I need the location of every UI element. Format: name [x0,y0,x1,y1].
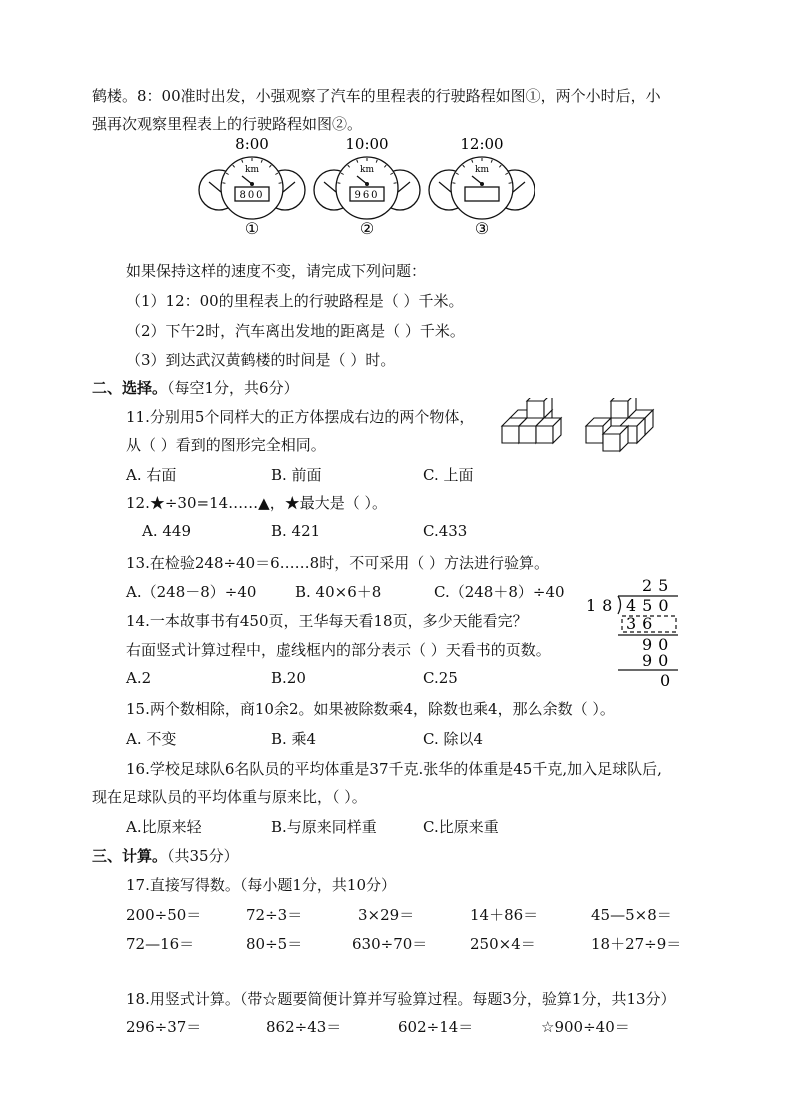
gauge-time: 12:00 [460,135,504,153]
q14-option-b: B.20 [271,669,306,687]
odometer-figure [195,133,535,239]
q18-item-3: 602÷14＝ [398,1018,474,1036]
q13-option-b: B. 40×6＋8 [295,583,382,601]
odometer-gauge-2 [314,135,420,238]
dial-hub [480,182,484,186]
q12-option-a: A. 449 [142,522,191,540]
q11-option-b: B. 前面 [271,466,322,484]
intro-line-1: 鹤楼。8：00准时出发，小强观察了汽车的里程表的行驶路程如图①，两个小时后，小 [92,87,661,105]
gauge-label: ③ [474,219,490,238]
q11-line-1: 11.分别用5个同样大的正方体摆成右边的两个物体， [126,408,475,426]
odometer-reading: 800 [239,190,265,201]
q13-option-c: C.（248＋8）÷40 [434,583,565,601]
q13-option-a: A.（248－8）÷40 [126,583,257,601]
section-2-note: （每空1分，共6分） [167,379,299,397]
q17-title: 17.直接写得数。（每小题1分，共10分） [126,876,396,894]
q15-option-c: C. 除以4 [423,730,484,748]
q15-stem: 15.两个数相除，商10余2。如果被除数乘4，除数也乘4，那么余数（ ）。 [126,700,615,718]
odometer-window [465,187,499,201]
q14-line-1: 14.一本故事书有450页，王华每天看18页，多少天能看完？ [126,612,528,630]
q17-r1-c5: 45—5×8＝ [591,906,672,924]
q10-lead: 如果保持这样的速度不变，请完成下列问题： [126,262,427,280]
dial-hub [250,182,254,186]
q10-sub-1: （1）12：00的里程表上的行驶路程是（ ）千米。 [126,292,464,310]
odometer-gauge-3 [429,135,535,238]
q13-stem: 13.在检验248÷40＝6……8时，不可采用（ ）方法进行验算。 [126,554,549,572]
q10-sub-2: （2）下午2时，汽车离出发地的距离是（ ）千米。 [126,322,465,340]
dial-tick [279,183,282,184]
division-bracket [618,596,621,614]
cube-objects-figure [498,398,658,462]
q18-item-1: 296÷37＝ [126,1018,202,1036]
dial-unit: km [245,165,259,175]
q11-option-c: C. 上面 [423,466,474,484]
q17-r1-c2: 72÷3＝ [246,906,303,924]
dial-unit: km [360,165,374,175]
dial-hub [365,182,369,186]
gauge-time: 10:00 [345,135,389,153]
odometer-gauge-1 [199,135,305,238]
gauge-time: 8:00 [235,135,269,153]
q16-option-c: C.比原来重 [423,818,499,836]
dial-tick [337,183,340,184]
division-step-2b: 90 [642,651,675,670]
q18-item-2: 862÷43＝ [266,1018,342,1036]
section-3-note: （共35分） [167,847,239,865]
q12-option-b: B. 421 [271,522,321,540]
q15-option-b: B. 乘4 [271,730,317,748]
section-3-title: 三、计算。 [92,847,168,865]
q14-line-2: 右面竖式计算过程中，虚线框内的部分表示（ ）天看书的页数。 [126,641,551,659]
division-quotient: 25 [642,576,675,595]
q17-r1-c3: 3×29＝ [358,906,415,924]
q16-option-a: A.比原来轻 [126,818,202,836]
q17-r1-c4: 14＋86＝ [470,906,539,924]
division-dividend: 450 [626,596,675,615]
section-2-header [92,377,299,398]
q18-item-4: ☆900÷40＝ [541,1018,630,1036]
dial-tick [452,183,455,184]
section-2-title: 二、选择。 [92,379,168,397]
gauge-label: ① [244,219,260,238]
odometer-reading: 960 [354,190,380,201]
dial-tick [509,183,512,184]
q18-title: 18.用竖式计算。（带☆题要简便计算并写验算过程。每题3分，验算1分，共13分） [126,990,676,1008]
q10-sub-3: （3）到达武汉黄鹤楼的时间是（ ）时。 [126,351,396,369]
q16-line-2: 现在足球队员的平均体重与原来比，（ ）。 [92,788,367,806]
q16-option-b: B.与原来同样重 [271,818,377,836]
q12-option-c: C.433 [423,522,468,540]
intro-line-2: 强再次观察里程表上的行驶路程如图②。 [92,115,363,133]
q17-r2-c2: 80÷5＝ [246,935,303,953]
q12-stem: 12.★÷30=14……▲，★最大是（ ）。 [126,494,387,512]
q11-option-a: A. 右面 [126,466,177,484]
division-remainder: 0 [660,671,671,690]
division-divisor: 18 [586,596,619,615]
q17-r2-c5: 18＋27÷9＝ [591,935,682,953]
section-3-header [92,845,239,866]
q16-line-1: 16.学校足球队6名队员的平均体重是37千克.张华的体重是45千克,加入足球队后, [126,760,662,778]
dial-tick [222,183,225,184]
q17-r2-c3: 630÷70＝ [352,935,428,953]
division-step-2a: 90 [642,635,675,654]
long-division [582,574,692,692]
q17-r2-c1: 72—16＝ [126,935,195,953]
dial-tick [394,183,397,184]
division-step-1: 36 [626,614,659,633]
q15-option-a: A. 不变 [126,730,177,748]
q14-option-a: A.2 [126,669,152,687]
gauge-label: ② [359,219,375,238]
q17-r1-c1: 200÷50＝ [126,906,202,924]
cube-shape [536,418,561,443]
cube-shape [603,426,628,451]
q11-line-2: 从（ ）看到的图形完全相同。 [126,436,326,454]
dial-unit: km [475,165,489,175]
q17-r2-c4: 250×4＝ [470,935,536,953]
q14-option-c: C.25 [423,669,458,687]
